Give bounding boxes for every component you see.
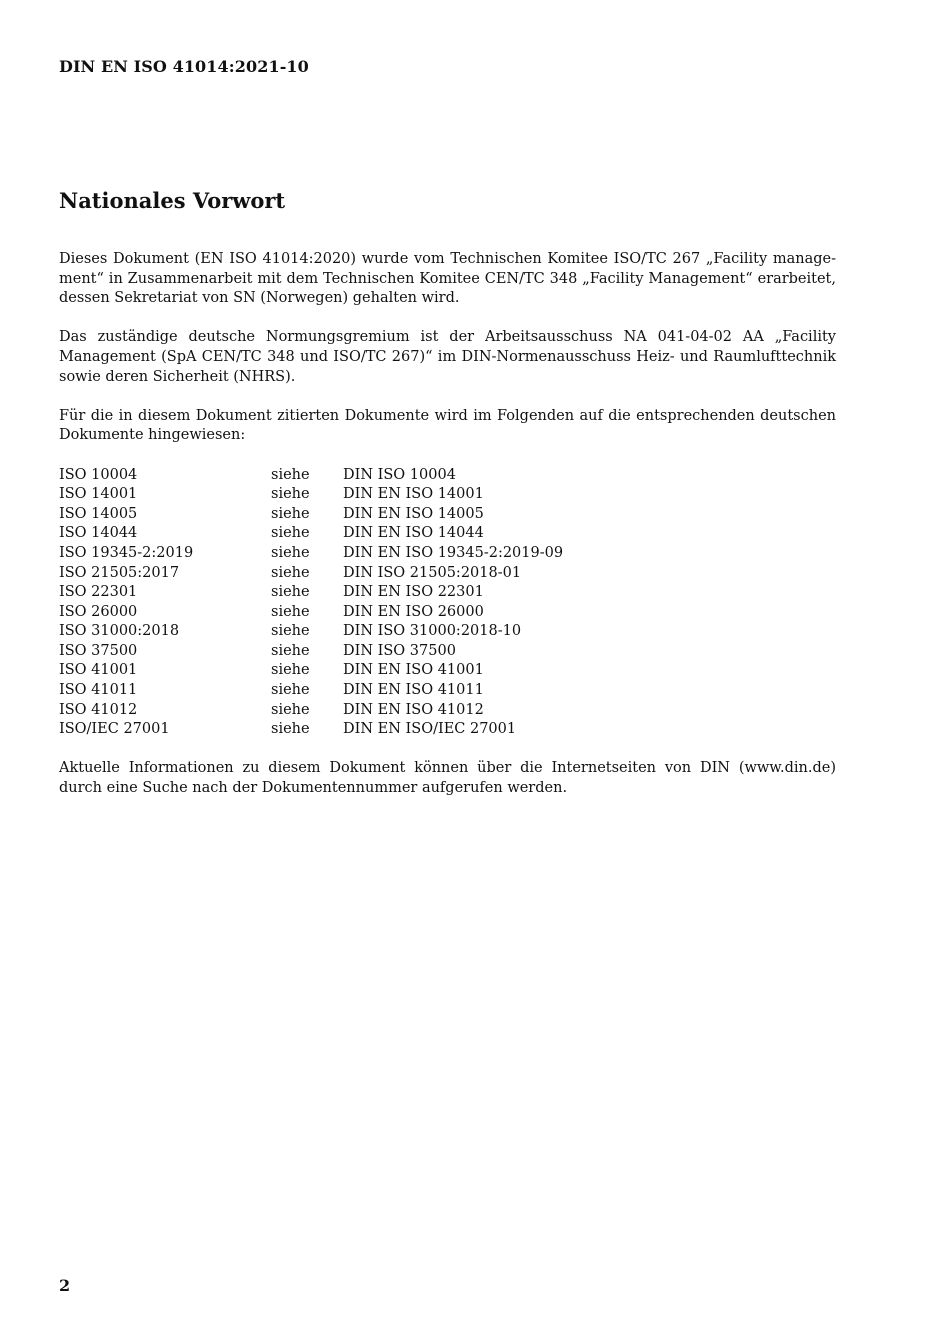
reference-row: [59, 681, 563, 701]
din-reference: DIN EN ISO 14005: [343, 505, 484, 522]
siehe-label: siehe: [271, 721, 310, 738]
siehe-label: siehe: [271, 564, 310, 581]
iso-reference: ISO 14044: [59, 525, 138, 542]
reference-row: [59, 603, 563, 623]
siehe-label: siehe: [271, 623, 310, 640]
reference-row: [59, 544, 563, 564]
din-reference: DIN ISO 21505:2018-01: [343, 564, 522, 581]
siehe-label: siehe: [271, 486, 310, 503]
iso-reference: ISO 26000: [59, 603, 138, 620]
din-reference: DIN EN ISO 22301: [343, 584, 484, 601]
iso-reference: ISO 41001: [59, 662, 138, 679]
iso-reference: ISO 14005: [59, 505, 138, 522]
paragraph-references-intro: Für die in diesem Dokument zitierten Dokumente wird im Folgenden auf die entsprechenden deutschen Dokumente hingewiesen:: [59, 407, 836, 444]
siehe-label: siehe: [271, 466, 310, 483]
reference-row: [59, 701, 563, 721]
reference-row: [59, 564, 563, 584]
din-reference: DIN EN ISO 14044: [343, 525, 484, 542]
reference-row: [59, 505, 563, 525]
iso-reference: ISO 21505:2017: [59, 564, 180, 581]
reference-row: [59, 524, 563, 544]
paragraph-committee: Dieses Dokument (EN ISO 41014:2020) wurde vom Technischen Komitee ISO/TC 267 „Facility management“ in Zusammenarbeit mit dem Technischen Komitee CEN/TC 348 „Facility Management“ erarbeitet, dessen Sekretariat von SN (Norwegen) gehalten wird.: [59, 251, 836, 307]
siehe-label: siehe: [271, 505, 310, 522]
din-reference: DIN EN ISO 14001: [343, 486, 484, 503]
reference-row: [59, 720, 563, 740]
iso-reference: ISO 14001: [59, 486, 138, 503]
paragraph-closing: Aktuelle Informationen zu diesem Dokument können über die Internetseiten von DIN (www.din.de) durch eine Suche nach der Dokumentennummer aufgerufen werden.: [59, 760, 836, 797]
iso-reference: ISO 37500: [59, 642, 138, 659]
din-reference: DIN EN ISO 41012: [343, 701, 484, 718]
iso-reference: ISO 41011: [59, 682, 138, 699]
siehe-label: siehe: [271, 603, 310, 620]
paragraph-national-body: Das zuständige deutsche Normungsgremium ist der Arbeitsausschuss NA 041-04-02 AA „Facility Management (SpA CEN/TC 348 und ISO/TC 267)“ im DIN-Normenausschuss Heiz- und Raumlufttechnik sowie deren Sicherheit (NHRS).: [59, 329, 836, 385]
iso-reference: ISO 19345-2:2019: [59, 544, 194, 561]
iso-reference: ISO 31000:2018: [59, 623, 180, 640]
din-reference: DIN EN ISO 26000: [343, 603, 484, 620]
document-id-header: DIN EN ISO 41014:2021-10: [59, 57, 309, 76]
reference-row: [59, 661, 563, 681]
reference-row: [59, 642, 563, 662]
iso-reference: ISO 41012: [59, 701, 138, 718]
reference-row: [59, 485, 563, 505]
siehe-label: siehe: [271, 584, 310, 601]
reference-row: [59, 466, 563, 486]
siehe-label: siehe: [271, 662, 310, 679]
din-reference: DIN ISO 10004: [343, 466, 456, 483]
din-reference: DIN EN ISO/IEC 27001: [343, 721, 517, 738]
siehe-label: siehe: [271, 544, 310, 561]
din-reference: DIN EN ISO 41011: [343, 682, 484, 699]
iso-reference: ISO 10004: [59, 466, 138, 483]
din-reference: DIN ISO 31000:2018-10: [343, 623, 522, 640]
din-reference: DIN ISO 37500: [343, 642, 456, 659]
page-number: 2: [59, 1276, 71, 1295]
siehe-label: siehe: [271, 682, 310, 699]
reference-row: [59, 622, 563, 642]
iso-reference: ISO 22301: [59, 584, 138, 601]
din-reference: DIN EN ISO 41001: [343, 662, 484, 679]
din-reference: DIN EN ISO 19345-2:2019-09: [343, 544, 564, 561]
iso-reference: ISO/IEC 27001: [59, 721, 170, 738]
reference-table: [59, 466, 563, 740]
main-content: [59, 186, 836, 818]
siehe-label: siehe: [271, 525, 310, 542]
section-title: Nationales Vorwort: [59, 188, 286, 213]
siehe-label: siehe: [271, 701, 310, 718]
siehe-label: siehe: [271, 642, 310, 659]
reference-row: [59, 583, 563, 603]
